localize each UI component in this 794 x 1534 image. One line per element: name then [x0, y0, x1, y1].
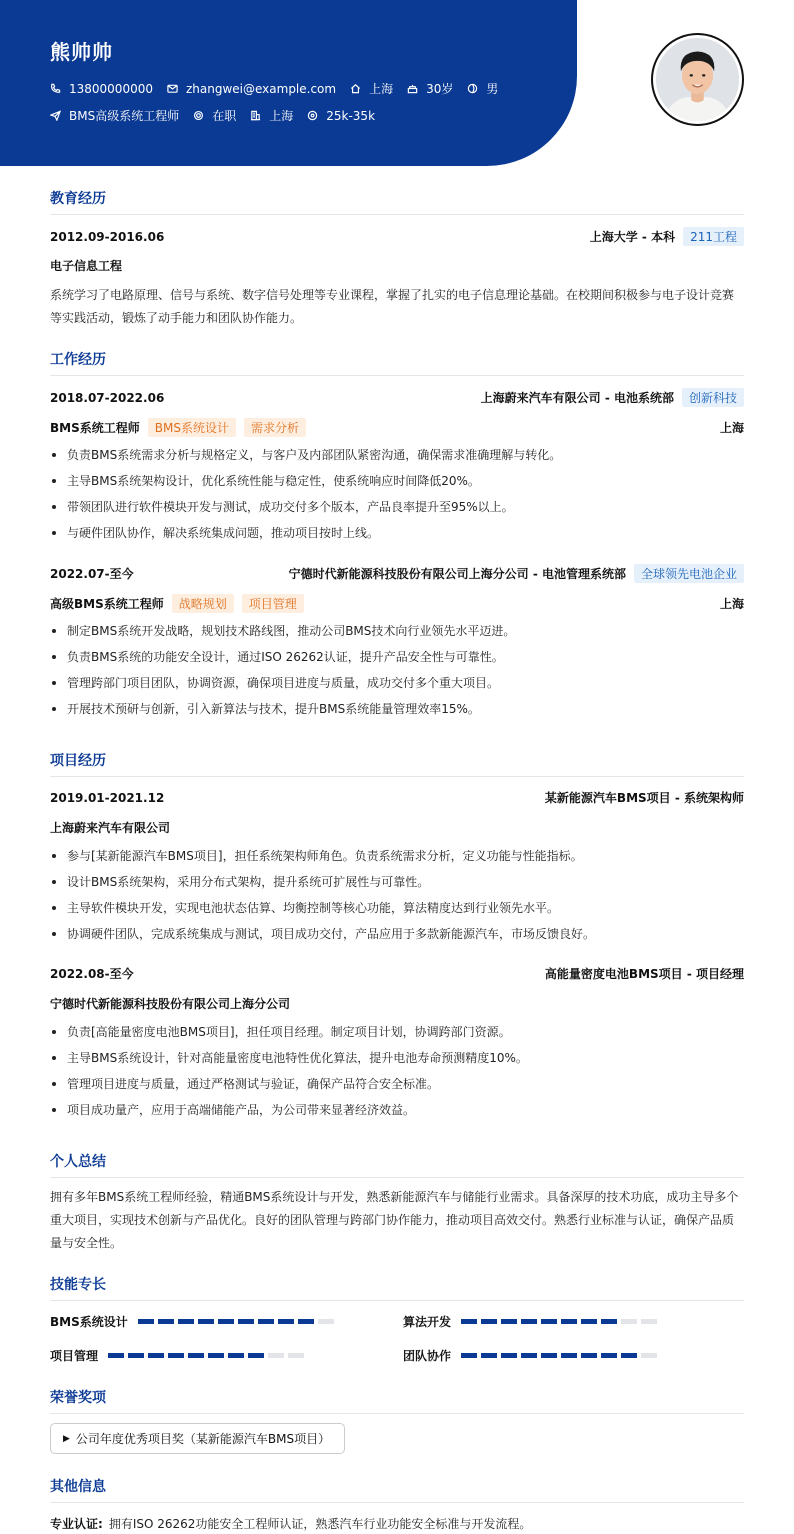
skill-level-segment: [601, 1353, 617, 1358]
project-name: 某新能源汽车BMS项目 - 系统架构师: [544, 791, 744, 805]
skill-level-segment: [168, 1353, 184, 1358]
skill-level-segment: [288, 1353, 304, 1358]
skill-item: [403, 1347, 661, 1364]
skill-level-segment: [541, 1353, 557, 1358]
status-item: [193, 107, 236, 124]
skill-name: 团队协作: [403, 1349, 452, 1363]
work-skill-tag: 战略规划: [172, 594, 234, 613]
phone-icon: [50, 83, 61, 94]
project-date: 2019.01-2021.12: [50, 790, 165, 805]
section-title-skills: 技能专长: [50, 1274, 744, 1301]
skill-level-segment: [278, 1319, 294, 1324]
skill-level-segment: [581, 1319, 597, 1324]
list-item: 负责[高能量密度电池BMS项目]，担任项目经理。制定项目计划，协调跨部门资源。: [50, 1019, 744, 1045]
list-item: 管理项目进度与质量，通过严格测试与验证，确保产品符合安全标准。: [50, 1071, 744, 1097]
list-item: 开展技术预研与创新，引入新算法与技术，提升BMS系统能量管理效率15%。: [50, 696, 744, 722]
education-major-line: [50, 257, 744, 274]
education-description: 系统学习了电路原理、信号与系统、数字信号处理等专业课程，掌握了扎实的电子信息理论基础。在校期间积极参与电子设计竞赛等实践活动，锻炼了动手能力和团队协作能力。: [50, 288, 735, 325]
project-company: 上海蔚来汽车有限公司: [50, 821, 171, 835]
triangle-right-icon: ▶: [63, 1433, 70, 1444]
skill-level-segment: [621, 1353, 637, 1358]
section-title-work: 工作经历: [50, 349, 744, 376]
position-item: [50, 107, 179, 124]
candidate-name: 熊帅帅: [50, 40, 113, 64]
skill-level-segment: [228, 1353, 244, 1358]
cake-icon: [407, 83, 418, 94]
section-title-awards: 荣誉奖项: [50, 1387, 744, 1414]
header-banner: [0, 0, 577, 166]
list-item: 设计BMS系统架构，采用分布式架构，提升系统可扩展性与可靠性。: [50, 869, 744, 895]
list-item: 主导软件模块开发，实现电池状态估算、均衡控制等核心功能，算法精度达到行业领先水平。: [50, 895, 744, 921]
gender-item: [467, 80, 498, 97]
skill-level-segment: [501, 1353, 517, 1358]
skill-level-segment: [198, 1319, 214, 1324]
project-company: 宁德时代新能源科技股份有限公司上海分公司: [50, 997, 291, 1011]
skill-name: 项目管理: [50, 1349, 99, 1363]
work-title-line: [50, 418, 744, 437]
home-icon: [350, 83, 361, 94]
work-company: 上海蔚来汽车有限公司 - 电池系统部: [480, 391, 674, 405]
work-title: 高级BMS系统工程师: [50, 597, 164, 611]
other-info-line: [50, 1515, 744, 1532]
summary-text: 拥有多年BMS系统工程师经验，精通BMS系统设计与开发，熟悉新能源汽车与储能行业需求。具备深厚的技术功底，成功主导多个重大项目，实现技术创新与产品优化。良好的团队管理与跨部门协作能力，推动项目高效交付。熟悉行业标准与认证，确保产品质量与安全性。: [50, 1190, 739, 1250]
list-item: 参与[某新能源汽车BMS项目]，担任系统架构师角色。负责系统需求分析，定义功能与性能指标。: [50, 843, 744, 869]
age-text: 30岁: [426, 82, 454, 96]
skill-level-segment: [641, 1353, 657, 1358]
work-company: 宁德时代新能源科技股份有限公司上海分公司 - 电池管理系统部: [288, 567, 626, 581]
project-bullets: [50, 1019, 744, 1123]
send-icon: [50, 110, 61, 121]
skill-level-segment: [461, 1353, 477, 1358]
work-company-tag: 创新科技: [682, 388, 744, 407]
position-text: BMS高级系统工程师: [69, 109, 180, 123]
skill-level-segment: [208, 1353, 224, 1358]
award-item[interactable]: [50, 1423, 345, 1454]
mail-icon: [167, 83, 178, 94]
project-company-line: [50, 995, 744, 1012]
project-header: [50, 965, 744, 982]
skill-level-segment: [108, 1353, 124, 1358]
section-title-projects: 项目经历: [50, 750, 744, 777]
skill-level-segment: [561, 1353, 577, 1358]
section-title-other: 其他信息: [50, 1476, 744, 1503]
skill-name: BMS系统设计: [50, 1315, 128, 1329]
email-item: [167, 82, 336, 96]
email-text: zhangwei@example.com: [185, 81, 337, 96]
list-item: 制定BMS系统开发战略，规划技术路线图，推动公司BMS技术向行业领先水平迈进。: [50, 618, 744, 644]
work-header: [50, 564, 744, 583]
education-header: [50, 227, 744, 246]
award-text: 公司年度优秀项目奖（某新能源汽车BMS项目）: [75, 1432, 331, 1446]
education-tag: 211工程: [683, 227, 744, 246]
work-bullets: [50, 618, 744, 722]
work-skill-tag: BMS系统设计: [148, 418, 236, 437]
skill-level-segment: [188, 1353, 204, 1358]
phone-item: [50, 82, 153, 96]
skill-level-segment: [481, 1353, 497, 1358]
work-date: 2022.07-至今: [50, 567, 134, 581]
skill-level-segment: [138, 1319, 154, 1324]
skill-item: [50, 1313, 338, 1330]
skill-level-segment: [318, 1319, 334, 1324]
skill-level-bar: [108, 1353, 308, 1358]
work-title-line: [50, 594, 744, 613]
list-item: 协调硬件团队，完成系统集成与测试，项目成功交付，产品应用于多款新能源汽车，市场反馈良好。: [50, 921, 744, 947]
skill-level-bar: [138, 1319, 338, 1324]
target-city-item: [250, 107, 293, 124]
skill-level-segment: [158, 1319, 174, 1324]
skill-level-segment: [641, 1319, 657, 1324]
city-text: 上海: [369, 82, 394, 96]
skill-item: [50, 1347, 308, 1364]
list-item: 主导BMS系统设计，针对高能量密度电池特性优化算法，提升电池寿命预测精度10%。: [50, 1045, 744, 1071]
person-portrait-icon: [656, 38, 739, 121]
avatar-photo: [656, 38, 739, 121]
work-location: 上海: [719, 421, 744, 435]
education-major: 电子信息工程: [50, 259, 123, 273]
skill-level-segment: [461, 1319, 477, 1324]
work-skill-tag: 需求分析: [244, 418, 306, 437]
list-item: 与硬件团队协作，解决系统集成问题，推动项目按时上线。: [50, 520, 744, 546]
skill-level-segment: [541, 1319, 557, 1324]
city-item: [350, 80, 393, 97]
coin-icon: [307, 110, 318, 121]
skill-level-segment: [148, 1353, 164, 1358]
education-date: 2012.09-2016.06: [50, 229, 165, 244]
skill-level-bar: [461, 1353, 661, 1358]
project-company-line: [50, 819, 744, 836]
other-info-label: 专业认证:: [50, 1517, 103, 1531]
project-name: 高能量密度电池BMS项目 - 项目经理: [544, 967, 744, 981]
work-location: 上海: [719, 597, 744, 611]
work-skill-tag: 项目管理: [242, 594, 304, 613]
skill-level-segment: [581, 1353, 597, 1358]
skill-level-segment: [218, 1319, 234, 1324]
skill-level-segment: [248, 1353, 264, 1358]
salary-item: [307, 109, 375, 123]
gender-icon: [467, 83, 478, 94]
gear-icon: [193, 110, 204, 121]
job-row: [50, 107, 389, 124]
skill-level-segment: [621, 1319, 637, 1324]
section-title-summary: 个人总结: [50, 1151, 744, 1178]
skill-level-segment: [501, 1319, 517, 1324]
project-header: [50, 789, 744, 806]
status-text: 在职: [212, 109, 237, 123]
skill-level-segment: [258, 1319, 274, 1324]
building-icon: [250, 110, 261, 121]
skill-level-segment: [128, 1353, 144, 1358]
contact-row: [50, 80, 512, 97]
skill-level-segment: [481, 1319, 497, 1324]
phone-text: 13800000000: [69, 81, 153, 96]
work-bullets: [50, 442, 744, 546]
skill-level-segment: [521, 1353, 537, 1358]
list-item: 负责BMS系统需求分析与规格定义，与客户及内部团队紧密沟通，确保需求准确理解与转化。: [50, 442, 744, 468]
education-school: 上海大学 - 本科: [589, 230, 676, 244]
skill-level-segment: [521, 1319, 537, 1324]
work-date: 2018.07-2022.06: [50, 390, 165, 405]
project-bullets: [50, 843, 744, 947]
target-city-text: 上海: [269, 109, 294, 123]
list-item: 主导BMS系统架构设计，优化系统性能与稳定性，使系统响应时间降低20%。: [50, 468, 744, 494]
salary-text: 25k-35k: [326, 108, 376, 123]
avatar: [651, 33, 744, 126]
gender-text: 男: [486, 82, 499, 96]
skill-level-segment: [238, 1319, 254, 1324]
skill-level-bar: [461, 1319, 661, 1324]
work-header: [50, 388, 744, 407]
list-item: 项目成功量产，应用于高端储能产品，为公司带来显著经济效益。: [50, 1097, 744, 1123]
skill-level-segment: [298, 1319, 314, 1324]
skill-item: [403, 1313, 661, 1330]
list-item: 管理跨部门项目团队，协调资源，确保项目进度与质量，成功交付多个重大项目。: [50, 670, 744, 696]
age-item: [407, 80, 453, 97]
skill-level-segment: [178, 1319, 194, 1324]
list-item: 负责BMS系统的功能安全设计，通过ISO 26262认证，提升产品安全性与可靠性。: [50, 644, 744, 670]
skill-level-segment: [601, 1319, 617, 1324]
section-title-education: 教育经历: [50, 188, 744, 215]
other-info-text: 拥有ISO 26262功能安全工程师认证，熟悉汽车行业功能安全标准与开发流程。: [108, 1517, 532, 1531]
list-item: 带领团队进行软件模块开发与测试，成功交付多个版本，产品良率提升至95%以上。: [50, 494, 744, 520]
work-company-tag: 全球领先电池企业: [634, 564, 744, 583]
project-date: 2022.08-至今: [50, 967, 134, 981]
skill-level-segment: [268, 1353, 284, 1358]
work-title: BMS系统工程师: [50, 421, 140, 435]
skill-name: 算法开发: [403, 1315, 452, 1329]
skill-level-segment: [561, 1319, 577, 1324]
